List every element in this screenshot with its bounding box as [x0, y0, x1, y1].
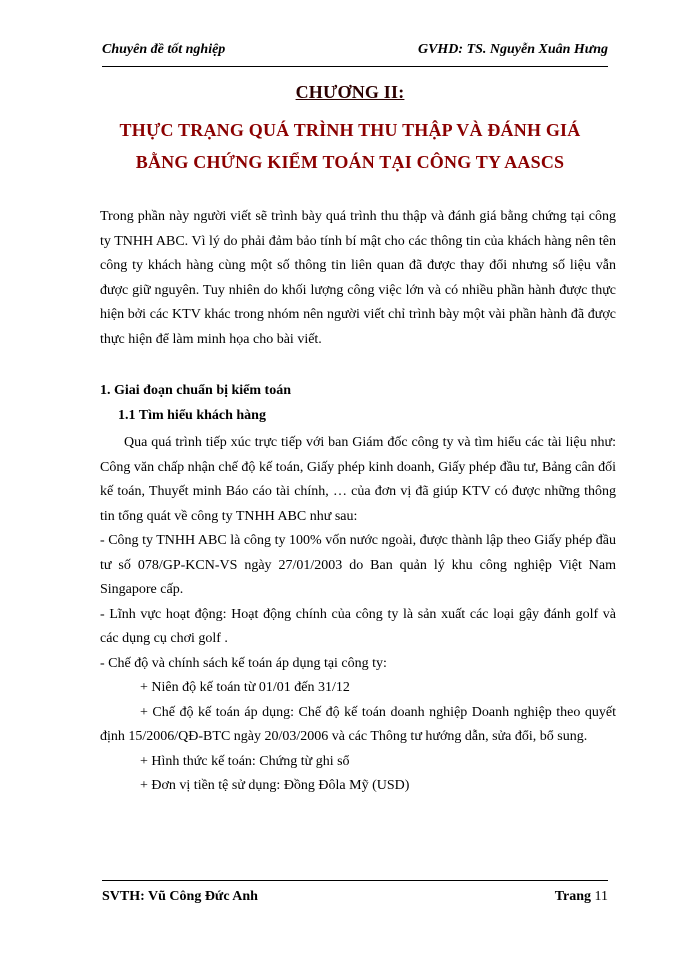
bullet-company-info: - Công ty TNHH ABC là công ty 100% vốn nước ngoài, được thành lập theo Giấy phép đầu tư số 078/GP-KCN-VS ngày 27/01/2003 do Ban quản lý khu công nghiệp Việt Nam Singapore cấp.: [100, 533, 616, 597]
sub-bullet-accounting-form: + Hình thức kế toán: Chứng từ ghi sổ: [140, 753, 350, 769]
section-heading: 1. Giai đoạn chuẩn bị kiểm toán: [100, 383, 291, 398]
chapter-title: CHƯƠNG II:: [295, 82, 405, 102]
page-label: Trang: [554, 889, 592, 904]
intro-paragraph: Trong phần này người viết sẽ trình bày quá trình thu thập và đánh giá bằng chứng tại công ty TNHH ABC. Vì lý do phải đảm bảo tính bí mật cho các thông tin của khách hàng nên tên công ty khách hàng cùng một số thông tin liên quan đã được thay đổi nhưng số liệu vẫn được giữ nguyên. Tuy nhiên do khối lượng công việc lớn và có nhiều phần hành được thực hiện bởi các KTV khác trong nhóm nên người viết chỉ trình bày một vài phần hành đã được thực hiện để làm minh họa cho bài viết.: [100, 209, 616, 347]
bullet-accounting-policy: - Chế độ và chính sách kế toán áp dụng tại công ty:: [100, 655, 387, 671]
body-paragraph: Qua quá trình tiếp xúc trực tiếp với ban Giám đốc công ty và tìm hiểu các tài liệu như: Công văn chấp nhận chế độ kế toán, Giấy phép kinh doanh, Giấy phép đầu tư, Bảng cân đối kế toán, Thuyết minh Báo cáo tài chính, … của đơn vị đã giúp KTV có được những thông tin tổng quát về công ty TNHH ABC như sau:: [100, 435, 616, 524]
bullet-business-field: - Lĩnh vực hoạt động: Hoạt động chính của công ty là sản xuất các loại gậy đánh golf và các dụng cụ chơi golf .: [100, 606, 616, 646]
chapter-heading-line-2: BẰNG CHỨNG KIỂM TOÁN TẠI CÔNG TY AASCS: [135, 152, 565, 172]
sub-bullet-fiscal-year: + Niên độ kế toán từ 01/01 đến 31/12: [140, 680, 350, 695]
sub-bullet-accounting-regime: + Chế độ kế toán áp dụng: Chế độ kế toán doanh nghiệp Doanh nghiệp theo quyết định 15/2006/QĐ-BTC ngày 20/03/2006 và các Thông tư hướng dẫn, sửa đổi, bổ sung.: [100, 704, 616, 744]
sub-bullet-currency: + Đơn vị tiền tệ sử dụng: Đồng Đôla Mỹ (USD): [140, 778, 410, 793]
subsection-heading: 1.1 Tìm hiểu khách hàng: [118, 408, 266, 423]
page-number: [555, 889, 608, 905]
page-header: [102, 38, 608, 67]
page-footer: [102, 880, 608, 907]
page-number-value: 11: [594, 889, 608, 904]
header-advisor: GVHD: TS. Nguyễn Xuân Hưng: [417, 42, 608, 57]
header-course-title: Chuyên đề tốt nghiệp: [102, 42, 226, 57]
section-body: [100, 431, 616, 799]
chapter-heading-line-1: THỰC TRẠNG QUÁ TRÌNH THU THẬP VÀ ĐÁNH GIÁ: [119, 120, 581, 140]
footer-student: SVTH: Vũ Công Đức Anh: [102, 889, 258, 904]
